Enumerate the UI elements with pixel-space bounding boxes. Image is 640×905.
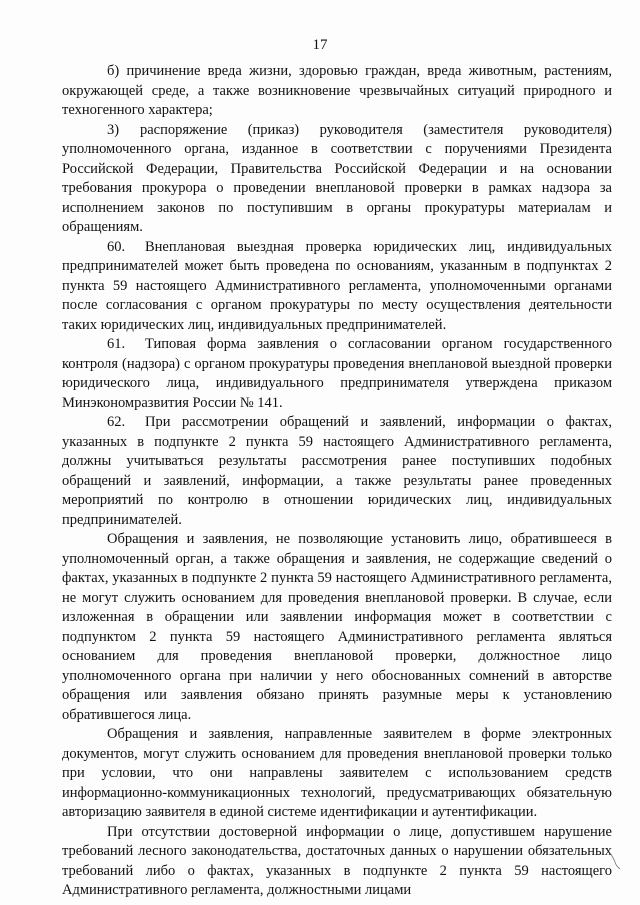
- paragraph-item-62: [62, 413, 612, 530]
- paragraph-text: Обращения и заявления, не позволяющие установить лицо, обратившееся в уполномоченный орган, а также обращения и заявления, не содержащие сведений о фактах, указанных в подпункте 2 пункта 59 настоящего Административного регламента, не могут служить основанием для проведения внеплановой проверки. В случае, если изложенная в обращении или заявлении информация может в соответствии с подпунктом 2 пункта 59 настоящего Административного регламента являться основанием для проведения внеплановой проверки, должностное лицо уполномоченного органа при наличии у него обоснованных сомнений в авторстве обращения или заявления обязано принять разумные меры к установлению обратившегося лица.: [62, 531, 612, 723]
- item-number: 62.: [107, 414, 126, 430]
- item-number: 61.: [107, 336, 126, 352]
- paragraph-subitem-b: [62, 62, 612, 121]
- paragraph-missing-information: [62, 823, 612, 901]
- item-number: 60.: [107, 238, 126, 255]
- paragraph-electronic-requests: [62, 725, 612, 823]
- pen-stroke-mark: [608, 852, 622, 870]
- list-marker: 3): [107, 121, 120, 138]
- paragraph-text: При отсутствии достоверной информации о лице, допустившем нарушение требований лесного законодательства, достаточных данных о нарушении обязательных требований либо о фактах, указанных в подпункте 2 пункта 59 настоящего Административного регламента, должностными лицами: [62, 823, 612, 898]
- page-number: 17: [312, 37, 328, 53]
- paragraph-subitem-3: [62, 121, 612, 238]
- paragraph-text: При рассмотрении обращений и заявлений, информации о фактах, указанных в подпункте 2 пункта 59 настоящего Административного регламента, должны учитываться результаты рассмотрения ранее поступивших подобных обращений и заявлений, информации, а также результаты ранее проведенных мероприятий по контролю в отношении юридических лиц, индивидуальных предпринимателей.: [62, 414, 612, 528]
- paragraph-text: Обращения и заявления, направленные заявителем в форме электронных документов, могут служить основанием для проведения внеплановой проверки только при условии, что они направлены заявителем с использованием средств информационно-коммуникационных технологий, предусматривающих обязательную авторизацию заявителя в единой системе идентификации и аутентификации.: [62, 726, 612, 820]
- document-body: [62, 62, 612, 901]
- paragraph-text: б) причинение вреда жизни, здоровью граждан, вреда животным, растениям, окружающей среде, а также возникновение чрезвычайных ситуаций природного и техногенного характера;: [62, 63, 612, 118]
- paragraph-anonymous-requests: [62, 530, 612, 725]
- paragraph-text: распоряжение (приказ) руководителя (заместителя руководителя) уполномоченного органа, изданное в соответствии с поручениями Президента Российской Федерации, Правительства Российской Федерации и на основании требования прокурора о проведении внеплановой проверки в рамках надзора за исполнением законов по поступившим в органы прокуратуры материалам и обращениям.: [62, 121, 612, 235]
- paragraph-text: Внеплановая выездная проверка юридических лиц, индивидуальных предпринимателей может быть проведена по основаниям, указанным в подпунктах 2 пункта 59 настоящего Административного регламента, уполномоченными органами после согласования с органом прокуратуры по месту осуществления деятельности таких юридических лиц, индивидуальных предпринимателей.: [62, 238, 612, 333]
- paragraph-item-61: [62, 335, 612, 413]
- paragraph-item-60: [62, 238, 612, 336]
- paragraph-text: Типовая форма заявления о согласовании органом государственного контроля (надзора) с органом прокуратуры проведения внеплановой выездной проверки юридического лица, индивидуального предпринимателя утверждена приказом Минэкономразвития России № 141.: [62, 336, 612, 411]
